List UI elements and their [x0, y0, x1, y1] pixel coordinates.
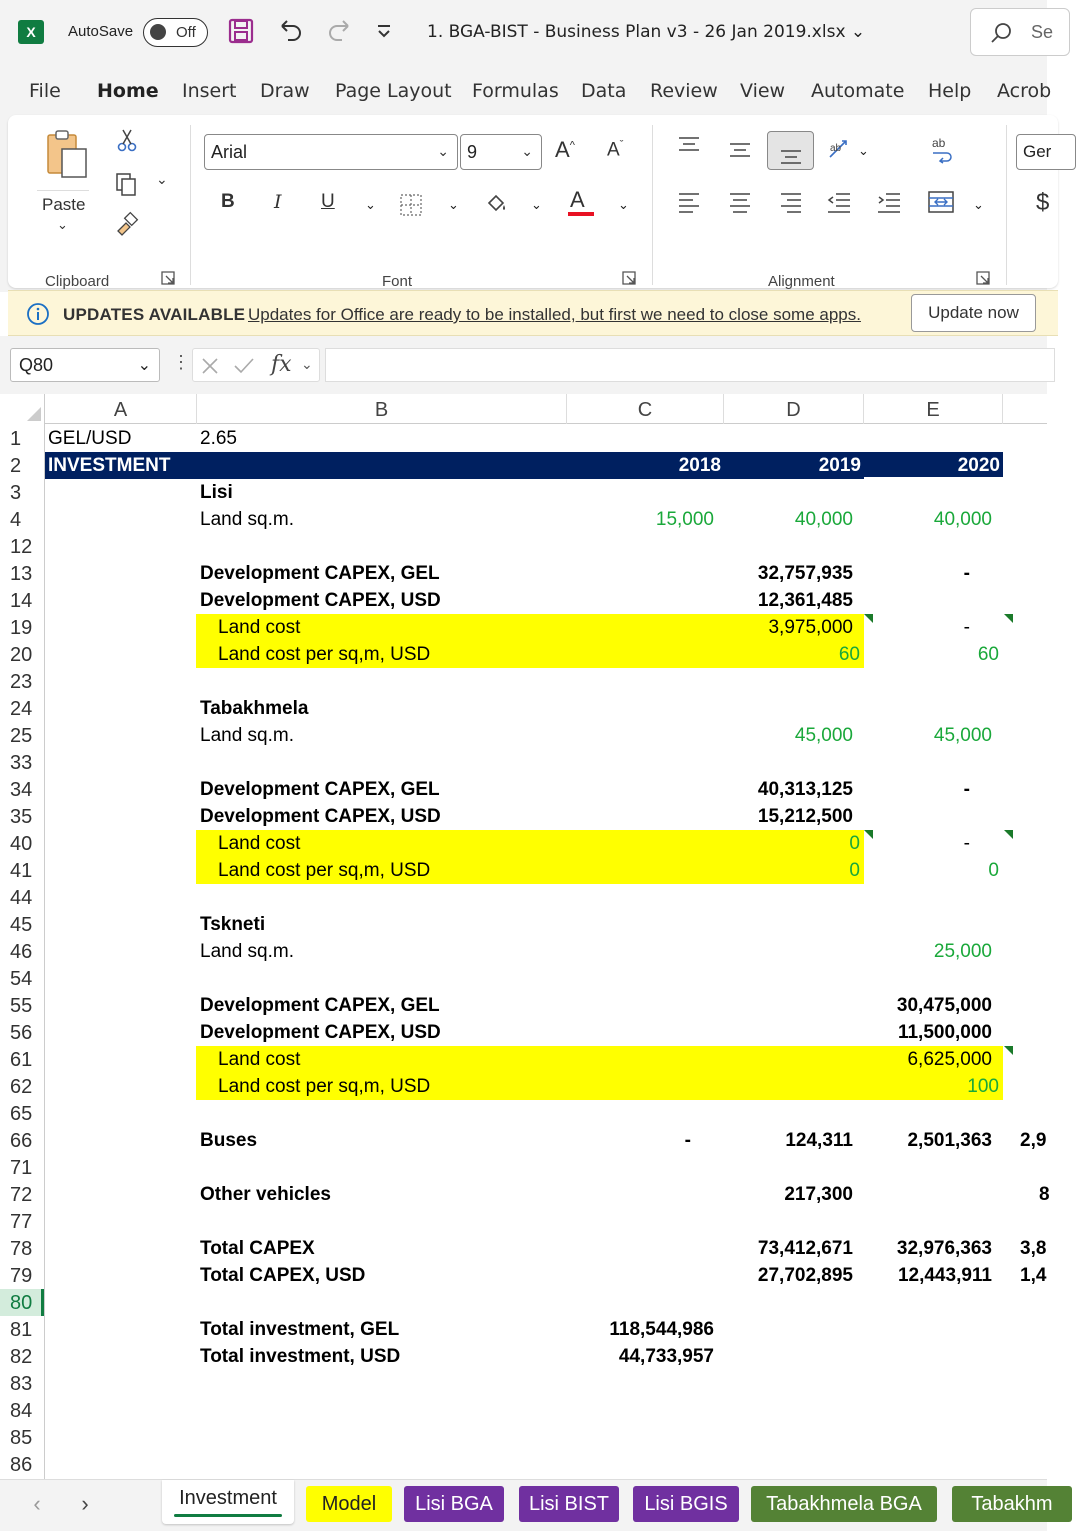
cell-b66[interactable]: Buses — [200, 1130, 258, 1151]
update-notification-bar — [8, 290, 1058, 336]
tab-help[interactable]: Help — [928, 80, 972, 102]
worksheet-grid[interactable] — [0, 394, 1050, 1479]
paste-divider — [37, 190, 89, 191]
excel-logo-icon[interactable]: X — [18, 20, 44, 44]
chevron-down-icon[interactable]: ⌄ — [365, 197, 376, 212]
font-color-icon[interactable]: A — [570, 187, 585, 212]
cell-b25[interactable]: Land sq.m. — [200, 725, 294, 746]
row-header-1[interactable]: 1 — [10, 428, 22, 450]
cut-icon[interactable] — [116, 127, 138, 153]
font-color-swatch — [568, 212, 594, 216]
orientation-icon[interactable] — [826, 137, 854, 163]
cell-b45[interactable]: Tskneti — [200, 914, 266, 935]
font-size-value: 9 — [467, 142, 478, 162]
row-header-40[interactable]: 40 — [10, 833, 33, 855]
cell-f66[interactable]: 2,9 — [1020, 1130, 1047, 1151]
cell-b19[interactable]: Land cost — [218, 617, 301, 638]
insert-function-icon[interactable]: fx — [271, 352, 292, 377]
increase-indent-icon[interactable] — [876, 191, 902, 213]
row-header-33[interactable]: 33 — [10, 752, 33, 774]
row-header-61[interactable]: 61 — [10, 1049, 33, 1071]
svg-text:ab: ab — [830, 143, 842, 154]
align-middle-icon[interactable] — [728, 139, 752, 161]
chevron-down-icon: ⌄ — [521, 143, 533, 159]
ribbon — [8, 115, 1058, 288]
row-header-79[interactable]: 79 — [10, 1265, 33, 1287]
row-header-19[interactable]: 19 — [10, 617, 33, 639]
row-header-84[interactable]: 84 — [10, 1400, 33, 1422]
row-header-45[interactable]: 45 — [10, 914, 33, 936]
row-header-80[interactable]: 80 — [0, 1289, 44, 1316]
row-header-41[interactable]: 41 — [10, 860, 33, 882]
cell-e40[interactable]: - — [963, 833, 970, 854]
row-header-46[interactable]: 46 — [10, 941, 33, 963]
cell-e46[interactable]: 25,000 — [933, 941, 992, 962]
row-header-54[interactable]: 54 — [10, 968, 33, 990]
wrap-text-icon[interactable] — [929, 135, 955, 163]
customize-qat-icon[interactable] — [374, 20, 394, 42]
chevron-down-icon[interactable]: ⌄ — [618, 197, 629, 212]
tab-page-layout[interactable]: Page Layout — [335, 80, 452, 102]
update-title: UPDATES AVAILABLE — [63, 305, 246, 324]
row-header-72[interactable]: 72 — [10, 1184, 33, 1206]
alignment-group-label: Alignment — [768, 273, 835, 290]
cell-b55[interactable]: Development CAPEX, GEL — [200, 995, 440, 1016]
chevron-down-icon: ⌄ — [437, 143, 449, 159]
row-header-65[interactable]: 65 — [10, 1103, 33, 1125]
cell-e61[interactable]: 6,625,000 — [907, 1049, 992, 1070]
sheet-tab-tabakhmela-bga[interactable]: Tabakhmela BGA — [751, 1486, 937, 1522]
ribbon-separator — [190, 125, 191, 285]
font-size-combo[interactable] — [460, 134, 542, 170]
cell-d40[interactable]: 0 — [849, 833, 860, 854]
sheet-tab-investment[interactable]: Investment — [162, 1480, 294, 1524]
chevron-down-icon[interactable]: ⌄ — [156, 171, 168, 187]
cell-e13[interactable]: - — [963, 563, 970, 584]
row-header-4[interactable]: 4 — [10, 509, 22, 531]
cell-d25[interactable]: 45,000 — [794, 725, 853, 746]
column-header-d[interactable]: D — [724, 394, 864, 424]
row-header-86[interactable]: 86 — [10, 1454, 33, 1476]
tab-draw[interactable]: Draw — [260, 80, 310, 102]
cancel-icon[interactable] — [201, 357, 219, 375]
cell-b81[interactable]: Total investment, GEL — [200, 1319, 400, 1340]
row-headers — [0, 424, 45, 1484]
cell-d72[interactable]: 217,300 — [784, 1184, 853, 1205]
copy-icon[interactable] — [114, 171, 140, 197]
cell-e55[interactable]: 30,475,000 — [896, 995, 992, 1016]
column-header-f[interactable] — [1003, 394, 1063, 424]
search-box[interactable] — [970, 8, 1070, 56]
tab-formulas[interactable]: Formulas — [472, 80, 559, 102]
row-header-66[interactable]: 66 — [10, 1130, 33, 1152]
cell-a2[interactable]: INVESTMENT — [48, 455, 171, 476]
cell-b1[interactable]: 2.65 — [200, 428, 237, 449]
row-header-82[interactable]: 82 — [10, 1346, 33, 1368]
column-header-e[interactable]: E — [864, 394, 1003, 424]
cell-b13[interactable]: Development CAPEX, GEL — [200, 563, 440, 584]
sheet-tabs-bar — [0, 1479, 1053, 1531]
fill-color-icon[interactable] — [484, 191, 510, 217]
select-all-icon — [27, 407, 41, 421]
select-all-corner[interactable] — [0, 394, 45, 424]
tab-automate[interactable]: Automate — [811, 80, 905, 102]
cell-d66[interactable]: 124,311 — [785, 1130, 853, 1151]
cell-e2[interactable]: 2020 — [957, 455, 1000, 476]
row-header-78[interactable]: 78 — [10, 1238, 33, 1260]
cell-e4[interactable]: 40,000 — [933, 509, 992, 530]
column-header-a[interactable]: A — [45, 394, 197, 424]
cell-b40[interactable]: Land cost — [218, 833, 301, 854]
cell-d19[interactable]: 3,975,000 — [768, 617, 853, 638]
row-header-55[interactable]: 55 — [10, 995, 33, 1017]
cell-e79[interactable]: 12,443,911 — [897, 1265, 992, 1286]
increase-font-icon[interactable]: A^ — [555, 137, 575, 162]
active-sheet-indicator — [174, 1514, 282, 1517]
info-icon — [26, 302, 50, 326]
tab-acrobat[interactable]: Acrob — [997, 80, 1052, 102]
svg-text:ab: ab — [932, 136, 946, 150]
bold-button[interactable]: B — [221, 191, 235, 212]
redo-icon[interactable] — [326, 16, 354, 44]
column-header-b[interactable]: B — [197, 394, 567, 424]
cell-b62[interactable]: Land cost per sq,m, USD — [218, 1076, 431, 1097]
clipboard-group-label: Clipboard — [45, 273, 110, 290]
cell-c4[interactable]: 15,000 — [655, 509, 714, 530]
italic-button[interactable]: I — [274, 191, 282, 213]
cell-b41[interactable]: Land cost per sq,m, USD — [218, 860, 431, 881]
undo-icon[interactable] — [276, 16, 304, 44]
dialog-launcher-icon[interactable] — [622, 271, 636, 285]
cell-b72[interactable]: Other vehicles — [200, 1184, 331, 1205]
dialog-launcher-icon[interactable] — [976, 271, 990, 285]
row-header-13[interactable]: 13 — [10, 563, 33, 585]
formula-bar — [0, 336, 1047, 394]
align-top-icon[interactable] — [677, 135, 701, 157]
paste-icon[interactable] — [42, 129, 90, 181]
sheet-tab-lisi-bgis[interactable]: Lisi BGIS — [633, 1486, 739, 1522]
save-icon[interactable] — [228, 18, 254, 44]
row-header-81[interactable]: 81 — [10, 1319, 33, 1341]
cell-d79[interactable]: 27,702,895 — [757, 1265, 853, 1286]
error-indicator[interactable] — [1004, 614, 1013, 623]
cell-d41[interactable]: 0 — [849, 860, 860, 881]
menu-bar — [0, 66, 1052, 116]
cell-f72[interactable]: 8 — [1039, 1184, 1050, 1205]
dialog-launcher-icon[interactable] — [161, 271, 175, 285]
ribbon-separator — [1006, 125, 1007, 285]
cell-e66[interactable]: 2,501,363 — [907, 1130, 992, 1151]
document-title-text: 1. BGA-BIST - Business Plan v3 - 26 Jan 2019.xlsx — [427, 22, 846, 42]
update-now-button[interactable]: Update now — [911, 294, 1036, 332]
cell-b79[interactable]: Total CAPEX, USD — [200, 1265, 366, 1286]
cell-b78[interactable]: Total CAPEX — [200, 1238, 315, 1259]
row-header-14[interactable]: 14 — [10, 590, 33, 612]
align-bottom-button[interactable] — [767, 131, 814, 170]
cell-e19[interactable]: - — [963, 617, 970, 638]
chevron-down-icon[interactable]: ⌄ — [858, 143, 869, 158]
borders-icon[interactable] — [399, 193, 423, 217]
paste-label[interactable]: Paste — [42, 195, 86, 214]
cell-b20[interactable]: Land cost per sq,m, USD — [218, 644, 431, 665]
row-header-3[interactable]: 3 — [10, 482, 22, 504]
cell-e62[interactable]: 100 — [967, 1076, 999, 1097]
chevron-down-icon: ⌄ — [137, 357, 151, 374]
search-placeholder: Se — [1031, 22, 1054, 42]
formula-buttons — [192, 348, 320, 382]
cell-c66[interactable]: - — [684, 1130, 691, 1151]
tab-home[interactable]: Home — [97, 80, 159, 102]
align-left-icon[interactable] — [677, 191, 701, 213]
title-bar — [0, 0, 1054, 66]
sheet-tab-lisi-bga[interactable]: Lisi BGA — [404, 1486, 504, 1522]
more-options-icon[interactable]: ⋮ — [172, 352, 190, 372]
update-message-link[interactable]: Updates for Office are ready to be installed, but first we need to close some apps. — [248, 305, 861, 324]
cell-d34[interactable]: 40,313,125 — [757, 779, 853, 800]
cell-e56[interactable]: 11,500,000 — [897, 1022, 992, 1043]
font-name-value: Arial — [211, 142, 248, 162]
row-header-77[interactable]: 77 — [10, 1211, 33, 1233]
tab-review[interactable]: Review — [650, 80, 718, 102]
document-title[interactable] — [427, 22, 865, 42]
cell-b82[interactable]: Total investment, USD — [200, 1346, 401, 1367]
error-indicator[interactable] — [1004, 830, 1013, 839]
cell-e20[interactable]: 60 — [977, 644, 999, 665]
font-group-label: Font — [382, 273, 413, 290]
row-header-56[interactable]: 56 — [10, 1022, 33, 1044]
cell-d4[interactable]: 40,000 — [794, 509, 853, 530]
tab-view[interactable]: View — [740, 80, 786, 102]
cell-a1[interactable]: GEL/USD — [48, 428, 132, 449]
font-name-combo[interactable] — [204, 134, 458, 170]
search-icon — [989, 21, 1013, 45]
cell-e25[interactable]: 45,000 — [933, 725, 992, 746]
row-header-12[interactable]: 12 — [10, 536, 33, 558]
row-header-25[interactable]: 25 — [10, 725, 33, 747]
enter-check-icon[interactable] — [233, 357, 255, 375]
decrease-indent-icon[interactable] — [826, 191, 852, 213]
name-box[interactable] — [10, 348, 160, 382]
underline-button[interactable]: U — [321, 191, 335, 212]
ribbon-separator — [652, 125, 653, 285]
column-headers — [0, 394, 1047, 424]
cell-b4[interactable]: Land sq.m. — [200, 509, 294, 530]
row-header-85[interactable]: 85 — [10, 1427, 33, 1449]
row-header-34[interactable]: 34 — [10, 779, 33, 801]
toggle-knob — [150, 24, 166, 40]
cell-e41[interactable]: 0 — [988, 860, 999, 881]
row-header-44[interactable]: 44 — [10, 887, 33, 909]
error-indicator[interactable] — [1004, 1046, 1013, 1055]
cell-b14[interactable]: Development CAPEX, USD — [200, 590, 441, 611]
scroll-right-icon[interactable]: › — [81, 1491, 89, 1516]
cell-d13[interactable]: 32,757,935 — [757, 563, 853, 584]
sheet-tab-model[interactable]: Model — [306, 1486, 392, 1522]
chevron-down-icon[interactable]: ⌄ — [57, 217, 68, 232]
cell-b61[interactable]: Land cost — [218, 1049, 301, 1070]
autosave-label: AutoSave — [68, 23, 134, 40]
row-header-83[interactable]: 83 — [10, 1373, 33, 1395]
cell-f79[interactable]: 1,4 — [1020, 1265, 1047, 1286]
sheet-tab-lisi-bist[interactable]: Lisi BIST — [519, 1486, 619, 1522]
name-box-value: Q80 — [19, 355, 54, 375]
cell-b56[interactable]: Development CAPEX, USD — [200, 1022, 441, 1043]
column-header-c[interactable]: C — [567, 394, 724, 424]
cell-b24[interactable]: Tabakhmela — [200, 698, 309, 719]
sheet-tab-tabakhm[interactable]: Tabakhm — [952, 1486, 1072, 1522]
cell-d14[interactable]: 12,361,485 — [757, 590, 853, 611]
cell-d35[interactable]: 15,212,500 — [757, 806, 853, 827]
decrease-font-icon[interactable]: $A^ˇ$ — [607, 139, 624, 161]
cell-b46[interactable]: Land sq.m. — [200, 941, 294, 962]
autosave-toggle[interactable] — [143, 18, 208, 47]
merge-center-icon[interactable] — [927, 189, 955, 215]
cell-b3[interactable]: Lisi — [200, 482, 233, 503]
cell-c82[interactable]: 44,733,957 — [618, 1346, 714, 1367]
cell-d20[interactable]: 60 — [838, 644, 860, 665]
row-header-20[interactable]: 20 — [10, 644, 33, 666]
formula-input[interactable] — [325, 348, 1055, 382]
cell-d78[interactable]: 73,412,671 — [757, 1238, 853, 1259]
chevron-down-icon[interactable]: ⌄ — [973, 197, 984, 212]
row-header-62[interactable]: 62 — [10, 1076, 33, 1098]
row-header-24[interactable]: 24 — [10, 698, 33, 720]
chevron-down-icon: ⌄ — [850, 22, 866, 42]
row-header-35[interactable]: 35 — [10, 806, 33, 828]
cell-b34[interactable]: Development CAPEX, GEL — [200, 779, 440, 800]
chevron-down-icon[interactable]: ⌄ — [531, 197, 542, 212]
format-painter-icon[interactable] — [114, 211, 140, 237]
cell-d2[interactable]: 2019 — [818, 455, 861, 476]
cell-b35[interactable]: Development CAPEX, USD — [200, 806, 441, 827]
align-right-icon[interactable] — [779, 191, 803, 213]
cell-c2[interactable]: 2018 — [678, 455, 721, 476]
chevron-down-icon[interactable]: ⌄ — [448, 197, 459, 212]
number-format-combo[interactable] — [1016, 134, 1076, 170]
row-header-2[interactable]: 2 — [10, 455, 22, 477]
tab-data[interactable]: Data — [581, 80, 627, 102]
row-header-23[interactable]: 23 — [10, 671, 33, 693]
row-header-71[interactable]: 71 — [10, 1157, 33, 1179]
scroll-left-icon[interactable]: ‹ — [33, 1491, 41, 1516]
tab-file[interactable]: File — [29, 80, 61, 102]
cell-f78[interactable]: 3,8 — [1020, 1238, 1047, 1259]
tab-insert[interactable]: Insert — [182, 80, 237, 102]
currency-button[interactable]: $ — [1036, 189, 1050, 216]
number-format-value: Ger — [1023, 142, 1052, 161]
chevron-down-icon[interactable]: ⌄ — [301, 356, 313, 372]
align-bottom-icon — [779, 142, 803, 164]
autosave-state: Off — [176, 24, 196, 41]
cell-e34[interactable]: - — [963, 779, 970, 800]
cell-e78[interactable]: 32,976,363 — [896, 1238, 992, 1259]
align-center-icon[interactable] — [728, 191, 752, 213]
cell-c81[interactable]: 118,544,986 — [609, 1319, 714, 1340]
